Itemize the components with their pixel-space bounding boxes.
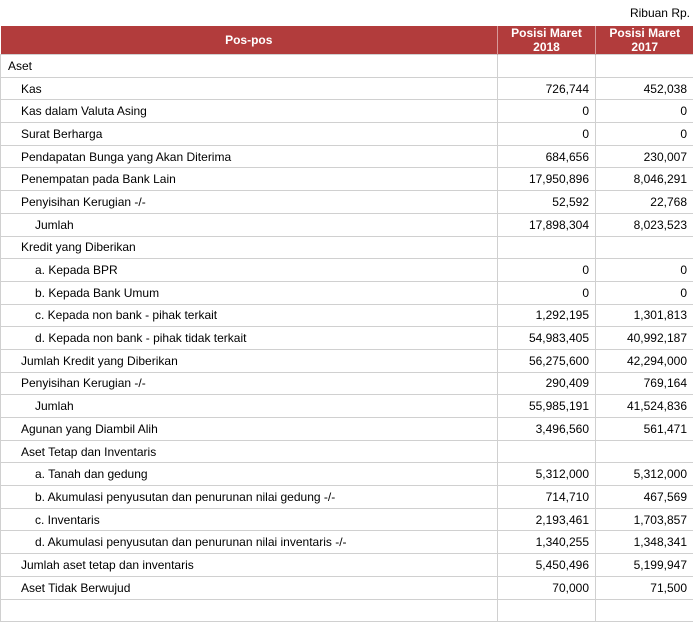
- value-maret-2018: 0: [498, 259, 596, 282]
- value-maret-2017: [596, 599, 693, 622]
- value-maret-2017: 1,703,857: [596, 508, 693, 531]
- row-label: Aset: [1, 55, 498, 78]
- value-maret-2018: [498, 599, 596, 622]
- table-row: [1, 508, 693, 531]
- table-body: [1, 55, 693, 622]
- value-maret-2017: 769,164: [596, 372, 693, 395]
- table-row: [1, 55, 693, 78]
- value-maret-2017: 42,294,000: [596, 349, 693, 372]
- table-row: [1, 440, 693, 463]
- value-maret-2017: 22,768: [596, 191, 693, 214]
- value-maret-2018: 17,898,304: [498, 213, 596, 236]
- value-maret-2017: 0: [596, 123, 693, 146]
- value-maret-2018: 1,292,195: [498, 304, 596, 327]
- value-maret-2018: 54,983,405: [498, 327, 596, 350]
- value-maret-2017: 452,038: [596, 77, 693, 100]
- value-maret-2018: [498, 236, 596, 259]
- value-maret-2018: 0: [498, 123, 596, 146]
- value-maret-2017: 8,023,523: [596, 213, 693, 236]
- value-maret-2017: 40,992,187: [596, 327, 693, 350]
- table-row: [1, 213, 693, 236]
- row-label: Agunan yang Diambil Alih: [1, 418, 498, 441]
- table-row: [1, 486, 693, 509]
- value-maret-2017: 5,199,947: [596, 554, 693, 577]
- row-label: [1, 599, 498, 622]
- value-maret-2017: 0: [596, 281, 693, 304]
- row-label: Kas dalam Valuta Asing: [1, 100, 498, 123]
- value-maret-2017: 0: [596, 100, 693, 123]
- value-maret-2017: 5,312,000: [596, 463, 693, 486]
- value-maret-2018: 726,744: [498, 77, 596, 100]
- value-maret-2017: 561,471: [596, 418, 693, 441]
- column-header-pos-pos: Pos-pos: [1, 26, 498, 55]
- table-row: [1, 418, 693, 441]
- column-header-posisi-maret-2017: Posisi Maret 2017: [596, 26, 693, 55]
- table-row: [1, 77, 693, 100]
- row-label: Jumlah aset tetap dan inventaris: [1, 554, 498, 577]
- value-maret-2018: 5,450,496: [498, 554, 596, 577]
- table-row: [1, 236, 693, 259]
- table-row: [1, 395, 693, 418]
- value-maret-2018: 2,193,461: [498, 508, 596, 531]
- table-row: [1, 191, 693, 214]
- table-row: [1, 349, 693, 372]
- value-maret-2018: 3,496,560: [498, 418, 596, 441]
- row-label: Penempatan pada Bank Lain: [1, 168, 498, 191]
- table-row: [1, 168, 693, 191]
- table-row: [1, 123, 693, 146]
- header-row: [1, 26, 693, 55]
- row-label: Penyisihan Kerugian -/-: [1, 372, 498, 395]
- table-row: [1, 145, 693, 168]
- value-maret-2018: [498, 440, 596, 463]
- value-maret-2018: 52,592: [498, 191, 596, 214]
- row-label: Aset Tetap dan Inventaris: [1, 440, 498, 463]
- table-row: [1, 304, 693, 327]
- row-label: b. Akumulasi penyusutan dan penurunan nilai gedung -/-: [1, 486, 498, 509]
- table-row: [1, 372, 693, 395]
- row-label: a. Tanah dan gedung: [1, 463, 498, 486]
- value-maret-2017: 1,348,341: [596, 531, 693, 554]
- value-maret-2017: [596, 440, 693, 463]
- value-maret-2017: 8,046,291: [596, 168, 693, 191]
- table-header: [1, 26, 693, 55]
- value-maret-2018: 55,985,191: [498, 395, 596, 418]
- row-label: c. Kepada non bank - pihak terkait: [1, 304, 498, 327]
- row-label: Jumlah: [1, 213, 498, 236]
- value-maret-2018: 17,950,896: [498, 168, 596, 191]
- row-label: Pendapatan Bunga yang Akan Diterima: [1, 145, 498, 168]
- value-maret-2017: 230,007: [596, 145, 693, 168]
- row-label: Kredit yang Diberikan: [1, 236, 498, 259]
- value-maret-2018: 714,710: [498, 486, 596, 509]
- value-maret-2018: 56,275,600: [498, 349, 596, 372]
- value-maret-2018: 70,000: [498, 576, 596, 599]
- financial-table: [0, 26, 693, 622]
- value-maret-2017: [596, 236, 693, 259]
- row-label: Aset Tidak Berwujud: [1, 576, 498, 599]
- value-maret-2017: 1,301,813: [596, 304, 693, 327]
- value-maret-2017: 71,500: [596, 576, 693, 599]
- value-maret-2017: 41,524,836: [596, 395, 693, 418]
- table-row: [1, 554, 693, 577]
- value-maret-2018: 290,409: [498, 372, 596, 395]
- row-label: Penyisihan Kerugian -/-: [1, 191, 498, 214]
- table-row: [1, 531, 693, 554]
- row-label: d. Akumulasi penyusutan dan penurunan nilai inventaris -/-: [1, 531, 498, 554]
- value-maret-2018: 5,312,000: [498, 463, 596, 486]
- table-row: [1, 100, 693, 123]
- table-row: [1, 576, 693, 599]
- table-row-partial: [1, 599, 693, 622]
- row-label: Surat Berharga: [1, 123, 498, 146]
- value-maret-2018: 0: [498, 100, 596, 123]
- table-row: [1, 281, 693, 304]
- column-header-posisi-maret-2018: Posisi Maret 2018: [498, 26, 596, 55]
- table-row: [1, 259, 693, 282]
- row-label: a. Kepada BPR: [1, 259, 498, 282]
- row-label: Jumlah: [1, 395, 498, 418]
- value-maret-2017: 467,569: [596, 486, 693, 509]
- table-row: [1, 463, 693, 486]
- value-maret-2017: [596, 55, 693, 78]
- row-label: Jumlah Kredit yang Diberikan: [1, 349, 498, 372]
- row-label: b. Kepada Bank Umum: [1, 281, 498, 304]
- value-maret-2018: [498, 55, 596, 78]
- value-maret-2018: 684,656: [498, 145, 596, 168]
- row-label: Kas: [1, 77, 498, 100]
- value-maret-2017: 0: [596, 259, 693, 282]
- row-label: c. Inventaris: [1, 508, 498, 531]
- table-row: [1, 327, 693, 350]
- unit-label: Ribuan Rp.: [629, 6, 690, 20]
- row-label: d. Kepada non bank - pihak tidak terkait: [1, 327, 498, 350]
- value-maret-2018: 0: [498, 281, 596, 304]
- value-maret-2018: 1,340,255: [498, 531, 596, 554]
